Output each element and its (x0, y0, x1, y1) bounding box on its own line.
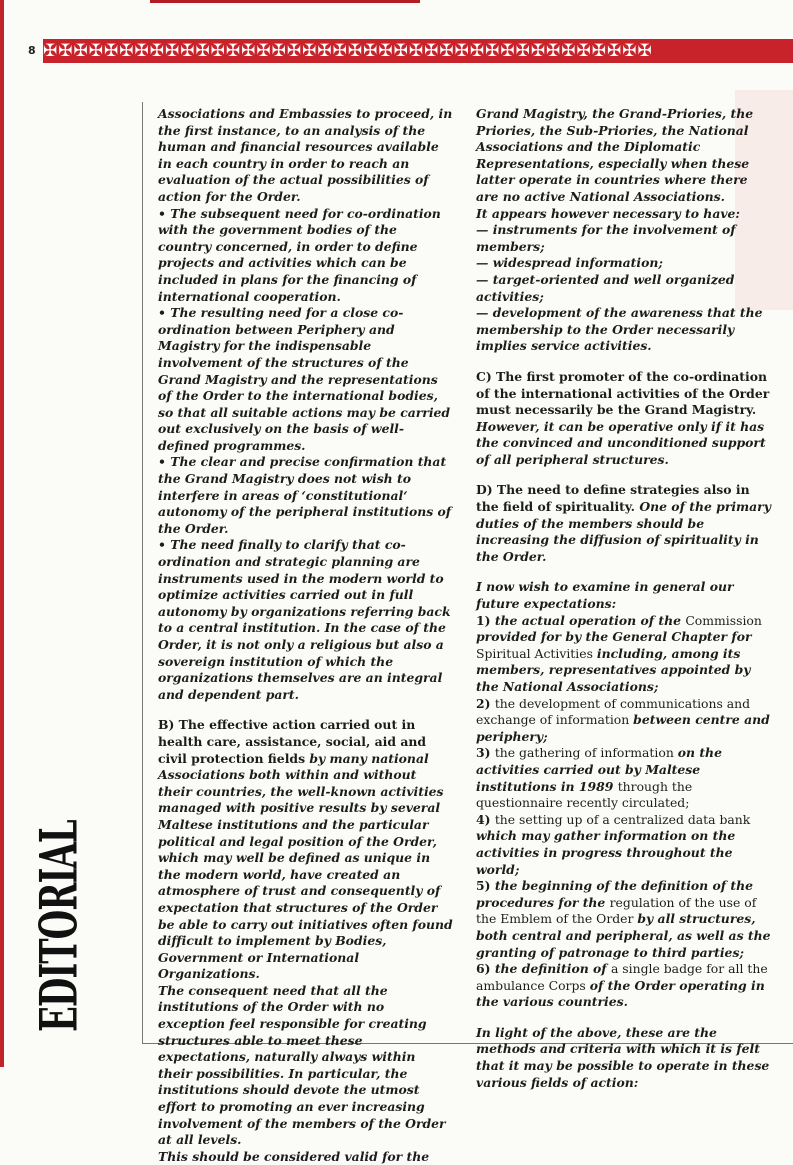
left-column (158, 106, 453, 1165)
item-text-italic: provided for by the General Chapter for (476, 629, 752, 645)
bullet-text: The resulting need for a close co-ordination between Periphery and Magistry for the indispensable involvement of the structures of the Grand Magistry and the representations of the Order to the international bodies, so that all suitable actions may be carried out exclusively on the basis of well-defined programmes. (158, 305, 451, 453)
paragraph: The consequent need that all the institutions of the Order with no exception feel responsible for creating structures able to meet these expectations, naturally always within their possibilities. In particular, the institutions should devote the utmost effort to promoting an ever increasing involvement of the members of the Order at all levels. (158, 982, 446, 1148)
bullet-paragraph (158, 537, 453, 703)
section-heading: D) The need to define strategies also in the field of spirituality. (476, 482, 750, 515)
bullet-paragraph (158, 305, 453, 454)
bullet-icon: • (158, 305, 171, 321)
item-text-roman: the gathering of information (494, 745, 678, 761)
numbered-item (476, 812, 772, 878)
section-body: However, it can be operative only if it has the convinced and unconditioned support of all peripheral structures. (476, 418, 766, 467)
item-number: 3) (476, 745, 495, 761)
item-text-italic: the definition of (494, 961, 611, 977)
item-text-italic: which may gather information on the activities in progress throughout the world; (476, 828, 736, 877)
item-text-roman: a single badge for all the ambulance Corps (476, 961, 768, 993)
item-text-roman: regulation of the use of the Emblem of the Order (476, 894, 757, 927)
section-heading: C) The first promoter of the co-ordination of the international activities of the Order must necessarily be the Grand Magistry. (476, 368, 770, 418)
paragraph-gap (476, 468, 772, 482)
item-text-roman: Spiritual Activities (476, 645, 597, 661)
item-text-italic: the actual operation of the (494, 612, 686, 628)
numbered-item (476, 613, 772, 696)
paragraph: — target-oriented and well organized activities; (476, 271, 735, 304)
section-body: One of the primary duties of the members should be increasing the diffusion of spirituality in the Order. (476, 499, 771, 564)
bullet-text: The clear and precise confirmation that the Grand Magistry does not wish to interfere in areas of ‘constitutional‘ autonomy of the peripheral institutions of the Order. (158, 454, 452, 536)
bullet-icon: • (158, 537, 171, 553)
item-text-roman: through the questionnaire recently circulated; (476, 778, 693, 811)
right-column (476, 106, 772, 1091)
item-number: 6) (476, 961, 495, 977)
numbered-item (476, 961, 772, 1011)
bullet-text: The subsequent need for co-ordination with the government bodies of the country concerned, in order to define projects and activities which can be included in plans for the financing of international cooperation. (158, 205, 441, 304)
bullet-text: The need finally to clarify that co-ordination and strategic planning are instruments used in the modern world to optimize activities carried out in full autonomy by organizations referring back to a central institution. In the case of the Order, it is not only a religious but also a sovereign institution of which the organizations themselves are an integral and dependent part. (158, 537, 451, 702)
item-text-italic: between centre and periphery; (476, 712, 770, 744)
item-text-italic: of the Order operating in the various countries. (476, 977, 765, 1010)
numbered-item (476, 696, 772, 746)
paragraph: Grand Magistry, the Grand-Priories, the Priories, the Sub-Priories, the National Associations and the Diplomatic Representations, especially when these latter operate in countries where there are no active National Associations. (476, 106, 754, 204)
item-number: 4) (476, 811, 495, 827)
item-text-italic: the beginning of the definition of the procedures for the (476, 878, 754, 910)
paragraph: In light of the above, these are the methods and criteria with which it is felt that it may be possible to operate in these various fields of action: (476, 1024, 770, 1090)
section-label-text: EDITORIAL (30, 820, 90, 1032)
page-number: 8 (28, 44, 36, 57)
item-text-roman: Commission (685, 612, 762, 628)
section-body: by many national Associations both within and without their countries, the well-known activities managed with positive results by several Maltese institutions and the particular political and legal position of the Order, which may well be defined as unique in the modern world, have created an atmosphere of trust and consequently of expectation that structures of the Order be able to carry out initiatives often found difficult to implement by Bodies, Government or International Organizations. (158, 750, 453, 982)
bullet-paragraph (158, 206, 453, 306)
bullet-icon: • (158, 205, 171, 221)
numbered-item (476, 878, 772, 961)
paragraph-gap (476, 565, 772, 579)
paragraph: It appears however necessary to have: (476, 205, 741, 221)
item-text-italic: by all structures, both central and peripheral, as well as the granting of patronage to third parties; (476, 911, 771, 960)
paragraph: — widespread information; (476, 255, 663, 271)
maltese-cross-border: ✠✠✠✠✠✠✠✠✠✠✠✠✠✠✠✠✠✠✠✠✠✠✠✠✠✠✠✠✠✠✠✠✠✠✠✠✠✠✠✠ (43, 39, 793, 63)
bullet-icon: • (158, 454, 171, 470)
paragraph-gap (476, 355, 772, 369)
top-red-rule (150, 0, 420, 3)
paragraph: I now wish to examine in general our future expectations: (476, 579, 734, 612)
item-text-italic: including, among its members, representatives appointed by the National Associations; (476, 645, 751, 694)
section-label (30, 820, 90, 1032)
item-number: 5) (476, 878, 495, 894)
item-number: 2) (476, 695, 495, 711)
section-heading: B) The effective action carried out in health care, assistance, social, aid and civil protection fields (158, 717, 427, 766)
paragraph: — development of the awareness that the membership to the Order necessarily implies service activities. (476, 305, 763, 354)
section-paragraph (158, 717, 453, 983)
item-text-roman: the setting up of a centralized data bank (494, 811, 751, 827)
numbered-item (476, 745, 772, 811)
paragraph-gap (476, 1011, 772, 1025)
paragraph-gap (158, 703, 453, 717)
paragraph: This should be considered valid for the (158, 1148, 430, 1164)
section-paragraph (476, 369, 772, 469)
section-paragraph (476, 482, 772, 565)
item-text-italic: on the activities carried out by Maltese institutions in 1989 (476, 745, 722, 794)
red-page-edge (0, 0, 4, 1067)
paragraph: Associations and Embassies to proceed, in the first instance, to an analysis of the human and financial resources available in each country in order to reach an evaluation of the actual possibilities of action for the Order. (158, 106, 453, 204)
item-text-roman: the development of communications and exchange of information (476, 695, 751, 728)
bullet-paragraph (158, 454, 453, 537)
item-number: 1) (476, 612, 495, 628)
paragraph: — instruments for the involvement of members; (476, 222, 736, 254)
